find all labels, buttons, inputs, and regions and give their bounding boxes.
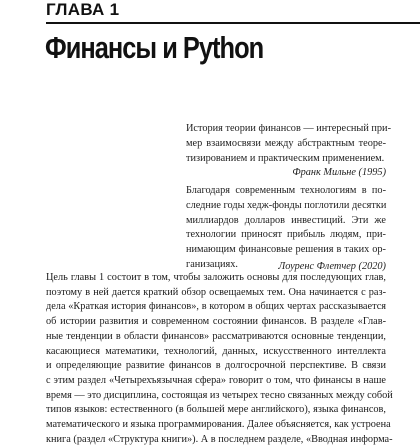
epigraph-line: мер взаимосвязи между абстрактным теоре- — [186, 137, 386, 149]
body-line: ные тенденции в области финансов» рассматриваются основные тенденции, — [46, 330, 386, 342]
body-line: об истории развития и современном состоянии финансов. В разделе «Глав- — [46, 316, 386, 328]
epigraph-line: тизированием и практическим применением. — [186, 152, 385, 164]
body-line: поэтому в ней дается краткий обзор освещаемых тем. Она начинается с раз- — [46, 286, 386, 298]
epigraph-line: следние годы хедж-фонды поглотили десятки — [186, 199, 387, 211]
epigraph-line: Благодаря современным технологиям в по- — [186, 185, 386, 196]
epigraph-1 — [186, 122, 391, 166]
epigraph-1-author: Франк Мильне (1995) — [292, 167, 386, 178]
chapter-rule — [46, 22, 420, 24]
epigraph-line: миллиардов долларов инвестиций. Эти же — [186, 214, 386, 226]
body-line: типов языков: естественного (в большей мере английского), языка финансов, — [46, 404, 386, 416]
epigraph-2-author: Лоуренс Флетчер (2020) — [278, 261, 386, 272]
body-line: Цель главы 1 состоит в том, чтобы заложить основы для последующих глав, — [46, 272, 386, 283]
epigraph-line: технологии приносят прибыль людям, при- — [186, 229, 386, 241]
chapter-label: ГЛАВА 1 — [46, 0, 120, 19]
epigraph-line: История теории финансов — интересный при- — [186, 123, 391, 134]
body-line: дела «Краткая история финансов», в котором в общих чертах рассказывается — [46, 301, 386, 313]
body-line: математического и языка программирования. Далее объясняется, как устроена — [46, 419, 391, 431]
chapter-title: Финансы и Python — [45, 30, 264, 65]
body-paragraph — [46, 271, 393, 447]
body-line: касающиеся математики, технологий, данных, искусственного интеллекта — [46, 345, 386, 357]
epigraph-line: ганизациях. — [186, 258, 238, 270]
body-line: книга (раздел «Структура книги»). А в последнем разделе, «Вводная информа- — [46, 433, 393, 445]
epigraph-line: нимающим финансовые решения в таких ор- — [186, 244, 386, 256]
body-line: время — это дисциплина, состоящая из четырех тесно связанных между собой — [46, 389, 393, 401]
body-line: с этим раздел «Четырехъязычная сфера» говорит о том, что финансы в наше — [46, 374, 386, 386]
body-line: и определяющие развитие финансов в долгосрочной перспективе. В связи — [46, 360, 386, 372]
